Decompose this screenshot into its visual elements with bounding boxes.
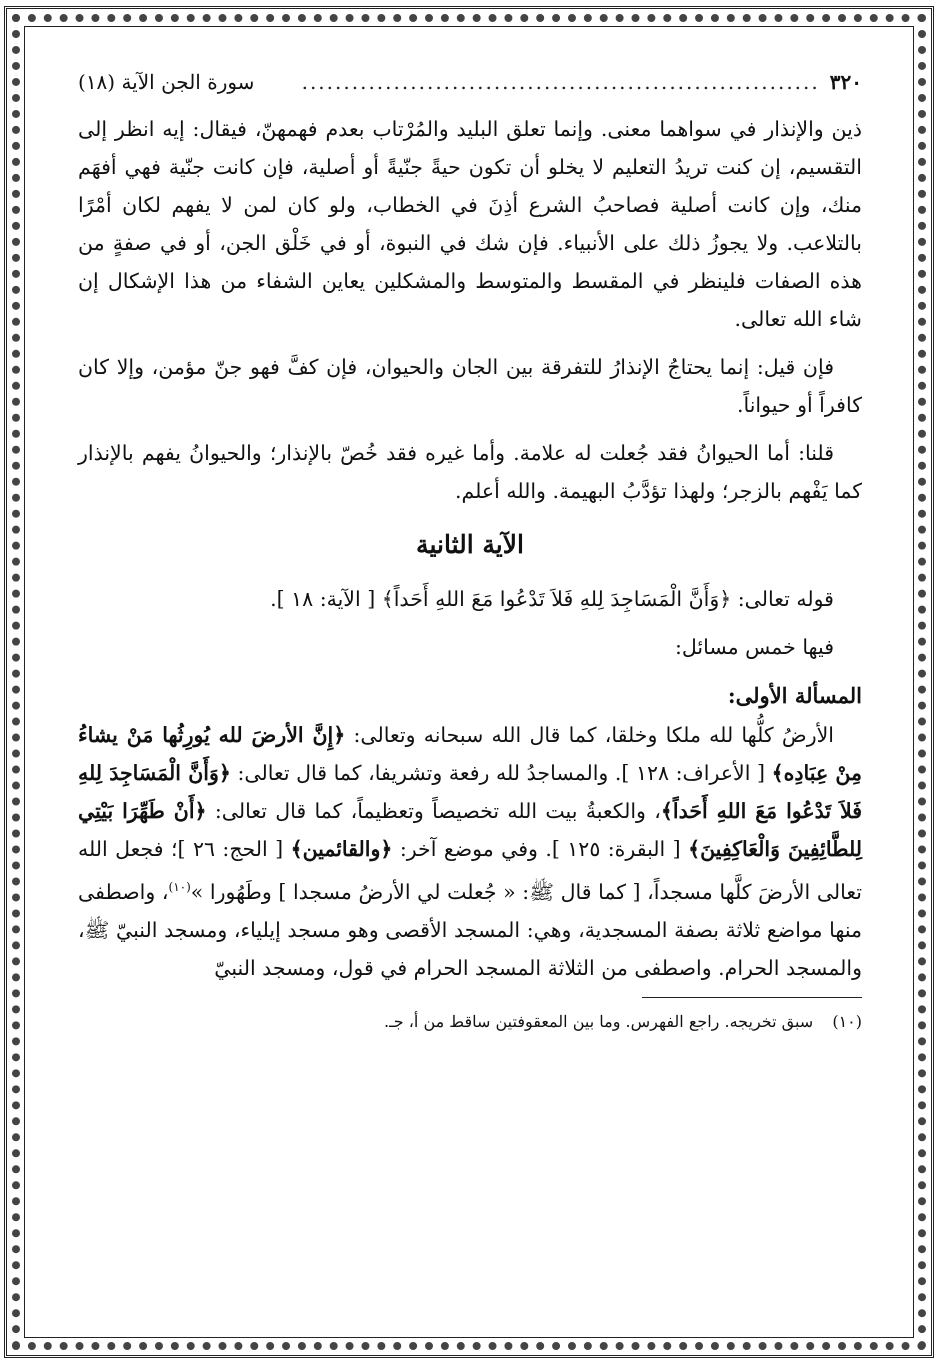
p4-text-j: ، واصطفى منها مواضع ثلاثة بصفة المسجدية، وهي: المسجد الأقصى وهو مسجد إيلياء، ومسجد النبيّ ﷺ، والمسجد الحرام. واصطفى من الثلاثة المسجد الحرام في قول، ومسجد النبيّ [78,879,862,980]
page-content [78,62,862,1312]
footnote-rule [642,997,862,998]
running-title: سورة الجن الآية (١٨) [78,70,255,94]
quran-quote-jinn: ﴿وَأَنَّ الْمَسَاجِدَ لِلهِ فَلاَ تَدْعُوا مَعَ اللهِ أَحَداً﴾ [78,761,863,823]
p4-text-c: [ الأعراف: ١٢٨ ]. والمساجدُ لله رفعة وتشريفا، كما قال تعالى: [230,761,772,785]
quran-quote-araf: ﴿إِنَّ الأرضَ لله يُورِثُها مَنْ يشاءُ مِنْ عِبَادِه﴾ [78,723,862,785]
paragraph-3: قلنا: أما الحيوانُ فقد جُعلت له علامة. وأما غيره فقد خُصّ بالإنذار؛ والحيوانُ يفهم بالإنذار كما يَفْهم بالزجر؛ ولهذا تؤدَّبُ البهيمة. والله أعلم. [78,441,862,503]
p4-text-g: [ البقرة: ١٢٥ ]. وفي موضع آخر: [392,837,689,861]
p4-text-i: [ الحج: ٢٦ ]؛ فجعل الله تعالى الأرضَ كلَّها مسجداً، [ كما قال ﷺ: « جُعلت لي الأرضُ مسجدا ] وطَهُورا » [78,837,862,904]
page-number: ٣٢٠ [829,70,862,94]
paragraph-2: فإن قيل: إنما يحتاجُ الإنذارُ للتفرقة بين الجان والحيوان، فإن كفَّ فهو جنّ مؤمن، وإلا كان كافراً أو حيواناً. [78,355,862,417]
paragraph-4 [78,716,862,987]
paragraph-1: ذين والإنذار في سواهما معنى. وإنما تعلق البليد والمُرْتاب بعدم فهمهنّ، فيقال: إيه انظر إلى التقسيم، إن كنت تريدُ التعليم لا يخلو أن تكون حيةً جنّيةً أو أصلية، فإن كانت جنّية فهي أفهَم منك، وإن كانت أصلية فصاحبُ الشرع أذِنَ في الخطاب، ولو كان لمن لا يفهم لكان أمْرًا بالتلاعب. ولا يجوزُ ذلك على الأنبياء. فإن شك في النبوة، أو في خَلْق الجن، أو في صفةٍ من هذه الصفات فلينظر في المقسط والمتوسط والمشكلين يعاين الشفاء من هذا الإشكال إن شاء الله تعالى. [78,117,862,331]
issues-intro: فيها خمس مسائل: [674,635,834,659]
footnote-text: سبق تخريجه. راجع الفهرس. وما بين المعقوفتين ساقط من أ، جـ. [384,1011,814,1031]
footnote-number: (١٠) [832,1011,862,1031]
header-dot-leader [264,62,819,102]
quran-quote-hajj: ﴿والقائمين﴾ [290,837,393,861]
footnote-ref: (١٠) [168,880,191,894]
verse-intro: قوله تعالى: ﴿وَأَنَّ الْمَسَاجِدَ لِلهِ فَلاَ تَدْعُوا مَعَ اللهِ أَحَداً﴾ [ الآية: ١٨ ]. [270,587,834,611]
p4-text-e: ، والكعبةُ بيت الله تخصيصاً وتعظيماً، كما قال تعالى: [206,799,661,823]
first-issue-heading: المسألة الأولى: [727,683,862,708]
section-heading: الآية الثانية [416,530,524,559]
running-header [78,62,862,102]
p4-text-a: الأرضُ كلُّها لله ملكا وخلقا، كما قال الله سبحانه وتعالى: [345,723,834,747]
footnote [78,1008,862,1036]
quran-quote-baqarah: ﴿أَنْ طَهِّرَا بَيْتِي لِلطَّائِفِينَ وَالْعَاكِفِينَ﴾ [78,799,862,861]
